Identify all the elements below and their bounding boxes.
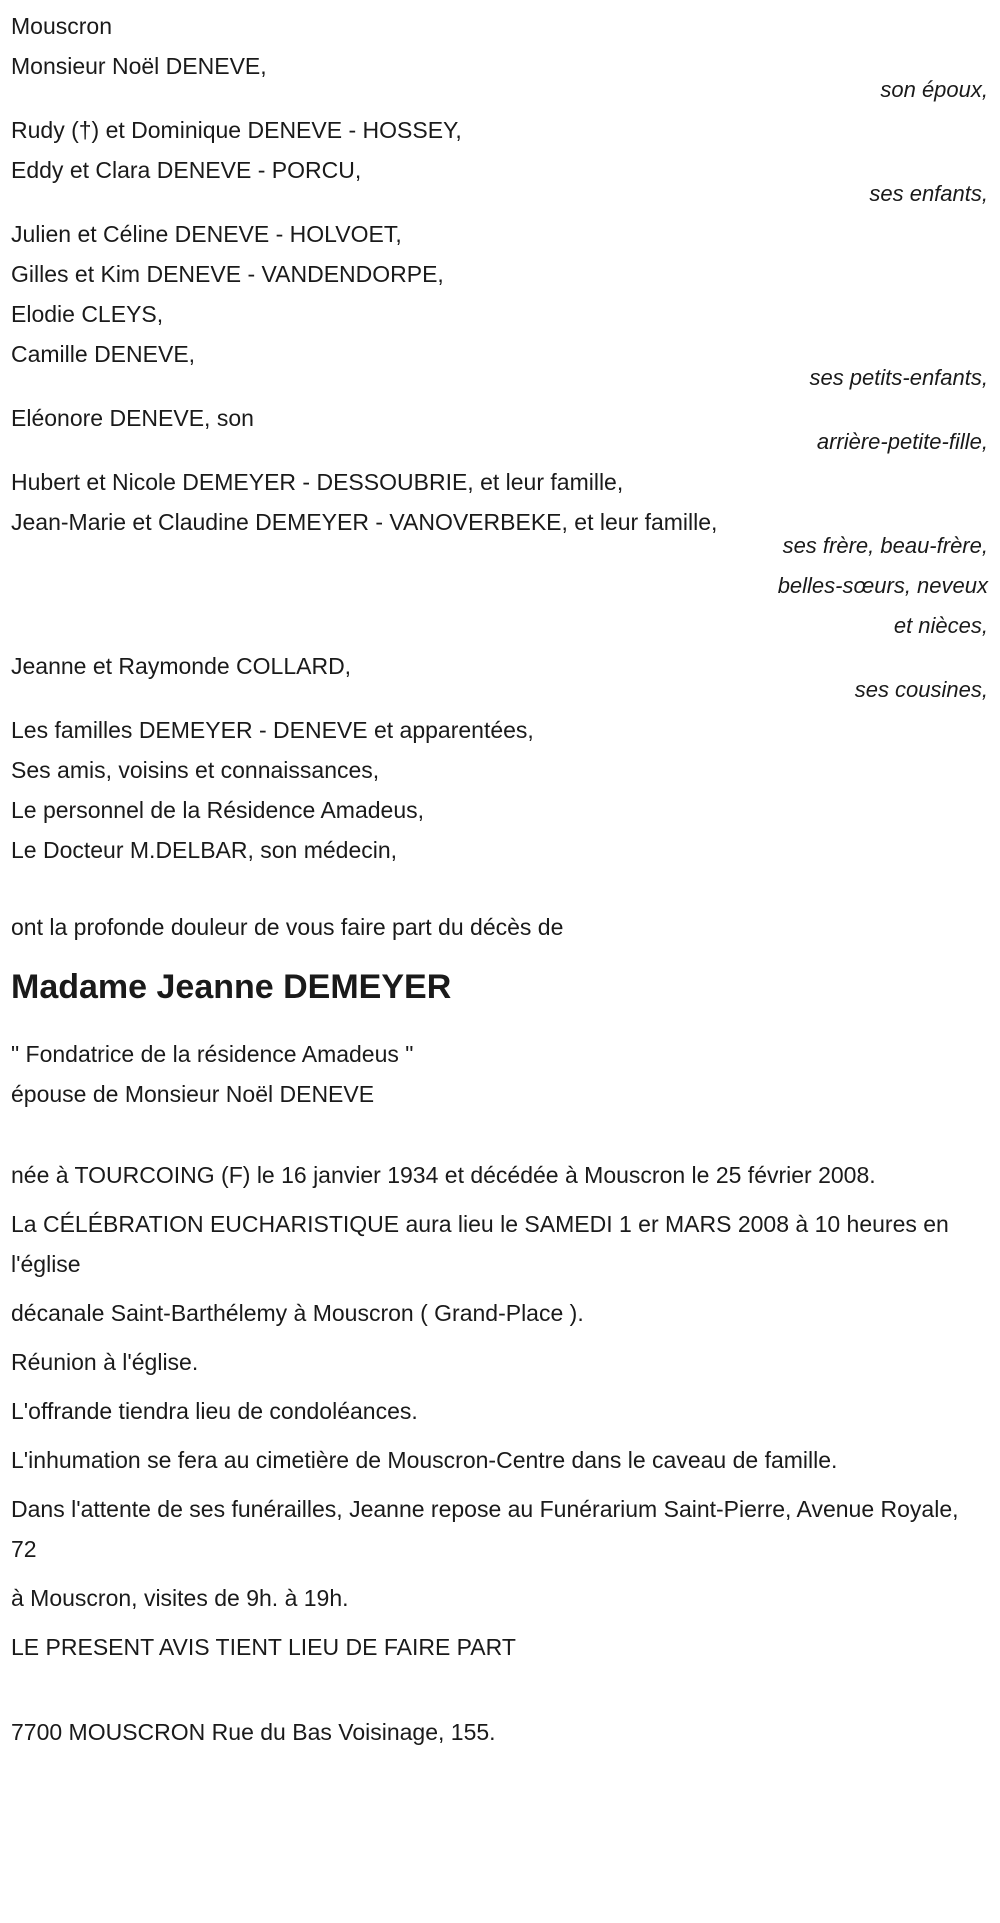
relative-name: Camille DENEVE, xyxy=(11,341,196,367)
relative-name: Jean-Marie et Claudine DEMEYER - VANOVERBEKE, et leur famille, xyxy=(11,509,718,535)
mourner-line: Le personnel de la Résidence Amadeus, xyxy=(11,797,425,823)
relative-name: Julien et Céline DENEVE - HOLVOET, xyxy=(11,221,402,247)
mourner-line: Les familles DEMEYER - DENEVE et apparentées, xyxy=(11,717,534,743)
relative-name: Eddy et Clara DENEVE - PORCU, xyxy=(11,157,362,183)
spouse-mention: épouse de Monsieur Noël DENEVE xyxy=(11,1081,375,1107)
relative-name: Rudy (†) et Dominique DENEVE - HOSSEY, xyxy=(11,117,462,143)
relative-name: Eléonore DENEVE, son xyxy=(11,405,254,431)
offering-info: L'offrande tiendra lieu de condoléances. xyxy=(11,1398,418,1424)
mourner-line: Ses amis, voisins et connaissances, xyxy=(11,757,380,783)
relatives-group-children xyxy=(11,110,988,214)
mourner-line: Le Docteur M.DELBAR, son médecin, xyxy=(11,837,398,863)
meeting-info: Réunion à l'église. xyxy=(11,1349,199,1375)
relative-name: Jeanne et Raymonde COLLARD, xyxy=(11,653,352,679)
announcement-lead: ont la profonde douleur de vous faire part du décès de xyxy=(11,914,564,940)
notice-statement: LE PRESENT AVIS TIENT LIEU DE FAIRE PART xyxy=(11,1634,516,1660)
funeral-home-info: Dans l'attente de ses funérailles, Jeanne repose au Funérarium Saint-Pierre, Avenue Royale, 72 xyxy=(11,1496,959,1562)
other-mourners xyxy=(11,710,988,870)
city: Mouscron xyxy=(11,13,112,39)
relation-label: arrière-petite-fille, xyxy=(816,429,988,454)
deceased-name: Madame Jeanne DEMEYER xyxy=(11,968,452,1006)
relative-name: Hubert et Nicole DEMEYER - DESSOUBRIE, et leur famille, xyxy=(11,469,624,495)
relatives-group-siblings xyxy=(11,462,988,646)
relatives-group-cousins xyxy=(11,646,988,710)
relative-name: Monsieur Noël DENEVE, xyxy=(11,53,267,79)
relative-name: Elodie CLEYS, xyxy=(11,301,164,327)
visiting-hours: à Mouscron, visites de 9h. à 19h. xyxy=(11,1585,349,1611)
relation-label: ses frère, beau-frère, belles-sœurs, neveux et nièces, xyxy=(777,533,988,638)
family-address: 7700 MOUSCRON Rue du Bas Voisinage, 155. xyxy=(11,1719,496,1745)
relation-label: ses petits-enfants, xyxy=(809,365,988,390)
church-info: décanale Saint-Barthélemy à Mouscron ( Grand-Place ). xyxy=(11,1300,584,1326)
burial-info: L'inhumation se fera au cimetière de Mouscron-Centre dans le caveau de famille. xyxy=(11,1447,838,1473)
relation-label: ses cousines, xyxy=(854,677,988,702)
relatives-group-great-grandchild xyxy=(11,398,988,462)
relative-name: Gilles et Kim DENEVE - VANDENDORPE, xyxy=(11,261,444,287)
relatives-group-grandchildren xyxy=(11,214,988,398)
relation-label: ses enfants, xyxy=(869,181,988,206)
relation-label: son époux, xyxy=(880,77,988,102)
tribute-quote: " Fondatrice de la résidence Amadeus " xyxy=(11,1041,414,1067)
ceremony-info: La CÉLÉBRATION EUCHARISTIQUE aura lieu le SAMEDI 1 er MARS 2008 à 10 heures en l'église xyxy=(11,1211,949,1277)
birth-death-info: née à TOURCOING (F) le 16 janvier 1934 et décédée à Mouscron le 25 février 2008. xyxy=(11,1162,876,1188)
relatives-group-spouse xyxy=(11,46,988,110)
